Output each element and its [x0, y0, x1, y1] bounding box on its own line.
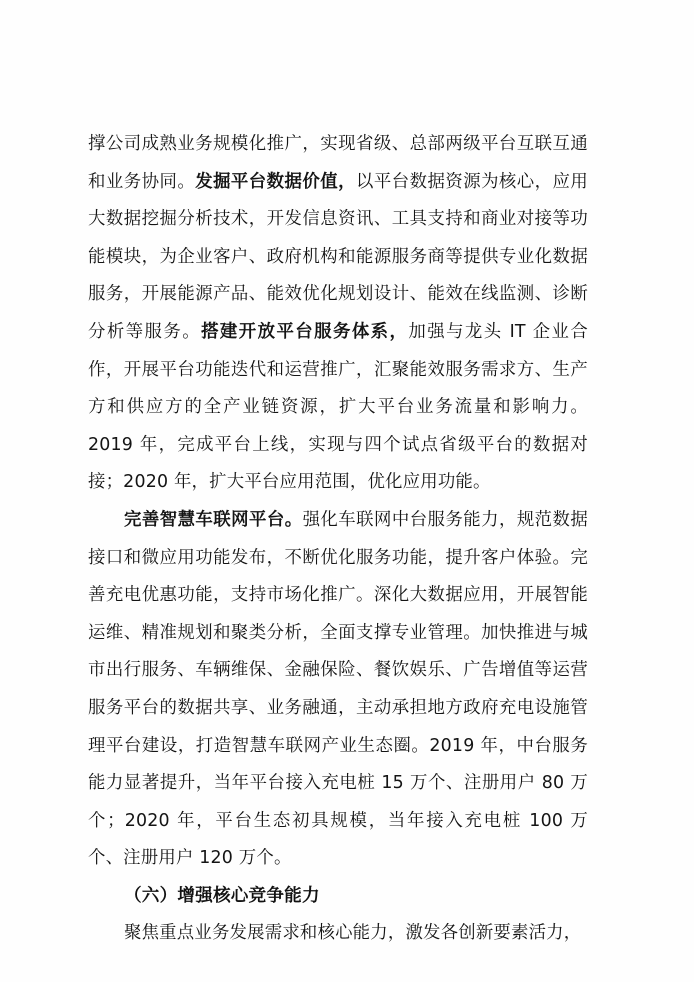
text-run: 强化车联网中台服务能力，规范数据接口和微应用功能发布，不断优化服务功能，提升客户体验。完善充电优惠功能，支持市场化推广。深化大数据应用，开展智能运维、精准规划和聚类分析，全面支撑专业管理。加快推进与城市出行服务、车辆维保、金融保险、餐饮娱乐、广告增值等运营服务平台的数据共享、业务融通，主动承担地方政府充电设施管理平台建设，打造智慧车联网产业生态圈。2019 年，中台服务能力显著提升，当年平台接入充电桩 15 万个、注册用户 80 万个；2020 年，平台生态初具规模，当年接入充电桩 100 万个、注册用户 120 万个。 — [88, 509, 588, 869]
text-run-bold: 发掘平台数据价值， — [195, 171, 356, 192]
page-text-body — [88, 126, 588, 953]
text-run: 撑公司成熟业务规模化推广，实现省级、总部两级平台互联互通和业务协同。 — [88, 134, 588, 192]
section-heading-core-competitiveness: （六）增强核心竞争能力 — [124, 885, 320, 906]
paragraph-platform-promotion — [88, 126, 588, 502]
paragraph-closing — [88, 915, 588, 953]
text-run: 加强与龙头 IT 企业合作，开展平台功能迭代和运营推广，汇聚能效服务需求方、生产方和供应方的全产业链资源，扩大平台业务流量和影响力。2019 年，完成平台上线，实现与四个试点省级平台的数据对接；2020 年，扩大平台应用范围，优化应用功能。 — [88, 321, 588, 493]
paragraph-smart-vehicle-network — [88, 502, 588, 878]
text-run-bold: 完善智慧车联网平台。 — [124, 509, 303, 530]
text-run-bold: 搭建开放平台服务体系， — [201, 321, 409, 342]
text-run: 聚焦重点业务发展需求和核心能力，激发各创新要素活力， — [124, 923, 582, 944]
text-run: 以平台数据资源为核心，应用大数据挖掘分析技术，开发信息资讯、工具支持和商业对接等功能模块，为企业客户、政府机构和能源服务商等提供专业化数据服务，开展能源产品、能效优化规划设计、能效在线监测、诊断分析等服务。 — [88, 171, 588, 342]
